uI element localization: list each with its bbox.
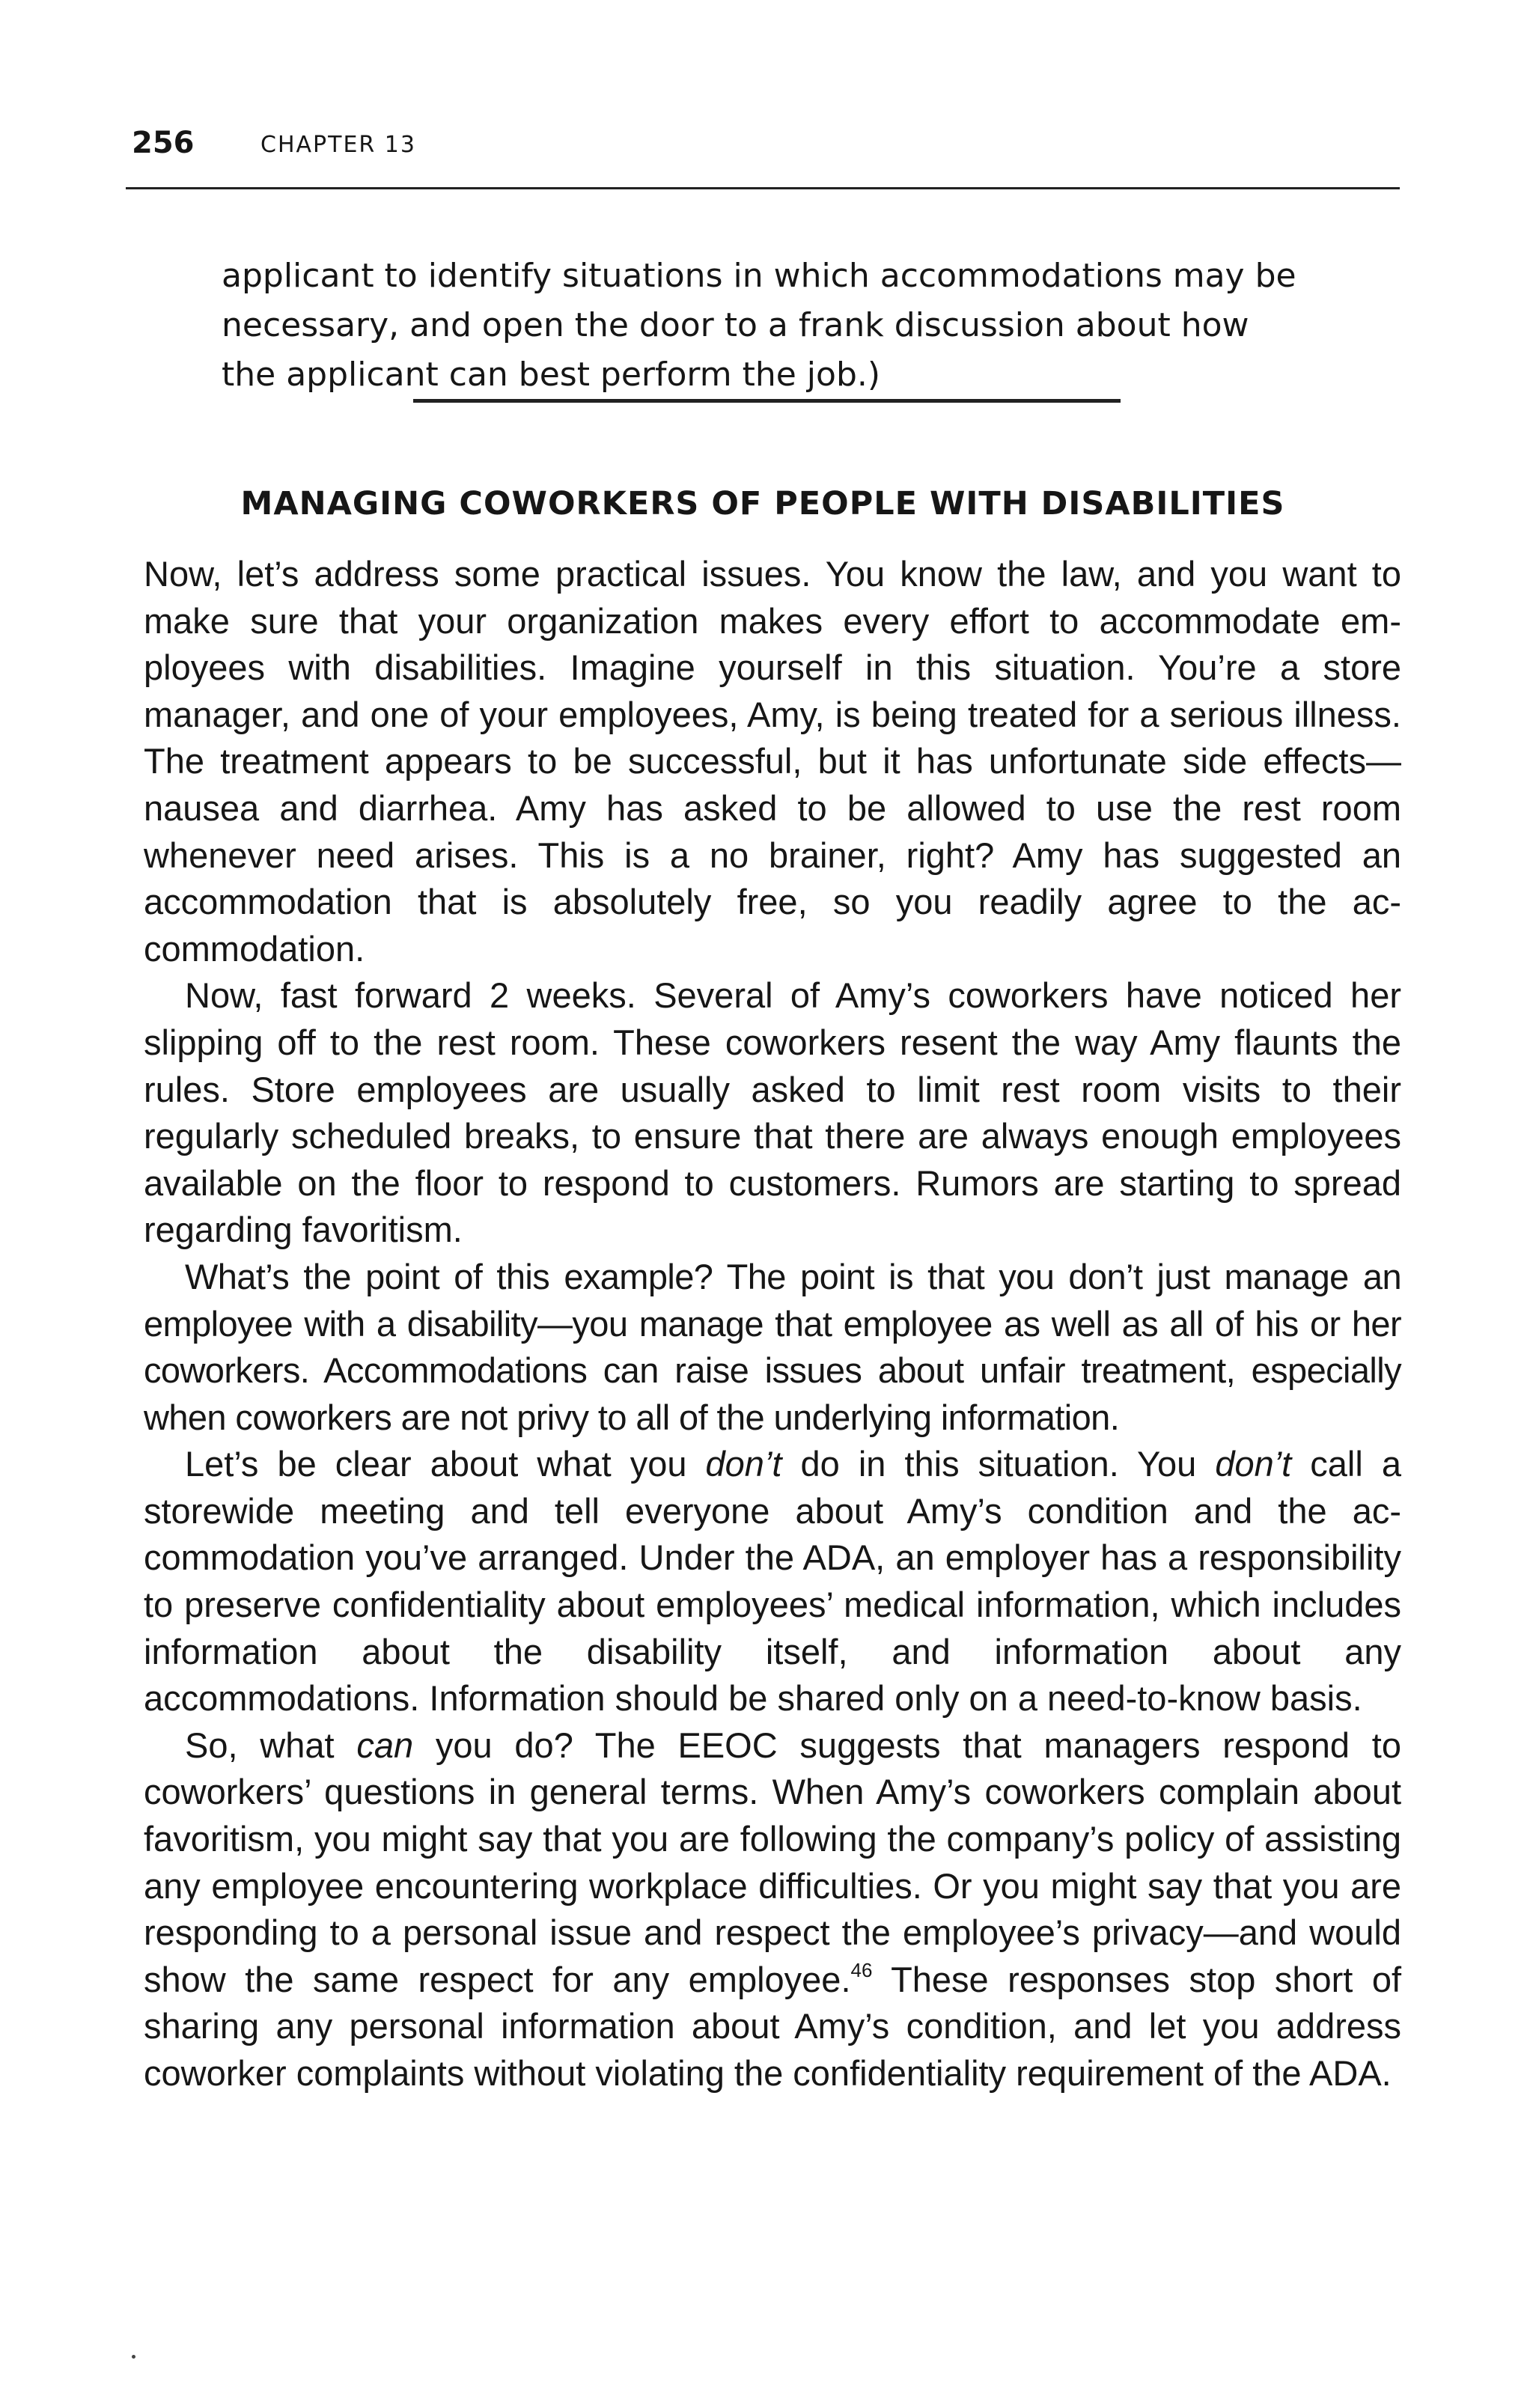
paragraph-1: Now, let’s address some practical issues. You know the law, and you want to make sure that your organization makes every effort to accommodate employees with disabilities. Imagine yourself in this situation. You’re a store manager, and one of your employees, Amy, is being treated for a serious illness. The treatment appears to be successful, but it has unfortunate side effects—nausea and diarrhea. Amy has asked to be allowed to use the rest room whenever need arises. This is a no brainer, right? Amy has suggested an accommodation that is absolutely free, so you readily agree to the accommodation. bbox=[144, 554, 1401, 969]
paragraph-5 bbox=[144, 1722, 1401, 2097]
running-header bbox=[126, 126, 1400, 165]
paragraph-5-text: So, what bbox=[185, 1725, 357, 1765]
scan-speck bbox=[132, 2355, 135, 2359]
emphasis-dont: don’t bbox=[705, 1444, 782, 1484]
paragraph-4-text: Let’s be clear about what you bbox=[185, 1444, 706, 1484]
lead-paragraph: applicant to identify situations in which accommodations may be necessary, and open the door to a frank discussion about how the applicant can best perform the job.) bbox=[222, 257, 1296, 394]
paragraph-4-text: do in this situation. You bbox=[781, 1444, 1216, 1484]
footnote-marker: 46 bbox=[850, 1958, 873, 1981]
body-text bbox=[144, 551, 1401, 2097]
section-divider bbox=[413, 399, 1121, 403]
paragraph-5-text: you do? The EEOC suggests that managers respond to coworkers’ questions in general terms. When Amy’s coworkers complain about favoritism, you might say that you are following the company’s policy of assisting any employee encountering workplace difficulties. Or you might say that you are responding to a personal issue and respect the employee’s privacy—and would show the same respect for any employee. bbox=[144, 1725, 1401, 1999]
header-rule bbox=[126, 187, 1400, 189]
section-heading: MANAGING COWORKERS OF PEOPLE WITH DISABILITIES bbox=[240, 485, 1285, 522]
paragraph-2: Now, fast forward 2 weeks. Several of Amy’s coworkers have noticed her slipping off to the rest room. These coworkers resent the way Amy flaunts the rules. Store employees are usually asked to limit rest room visits to their regularly scheduled breaks, to ensure that there are always enough employees available on the floor to respond to customers. Rumors are starting to spread regarding favoritism. bbox=[144, 975, 1401, 1250]
page-number: 256 bbox=[132, 126, 195, 160]
emphasis-can: can bbox=[356, 1725, 414, 1765]
emphasis-dont: don’t bbox=[1215, 1444, 1292, 1484]
paragraph-3: What’s the point of this example? The point is that you don’t just manage an employee with a disability—you manage that employee as well as all of his or her coworkers. Accommodations can raise issues about unfair treatment, especially when coworkers are not privy to all of the underlying information. bbox=[144, 1256, 1401, 1437]
paragraph-4 bbox=[144, 1441, 1401, 1722]
chapter-label: CHAPTER 13 bbox=[260, 132, 416, 158]
paragraph-4-text: call a storewide meeting and tell everyone about Amy’s condition and the accommodation you’ve arranged. Under the ADA, an employer has a responsibility to preserve confidentiality about employees’ medical information, which includes information about the disability itself, and information about any accommodations. Information should be shared only on a need-to-know basis. bbox=[144, 1444, 1401, 1719]
paragraph-5-text: These responses stop short of sharing any personal information about Amy’s condition, and let you address coworker complaints without violating the confidentiality requirement of the ADA. bbox=[144, 1959, 1402, 2093]
